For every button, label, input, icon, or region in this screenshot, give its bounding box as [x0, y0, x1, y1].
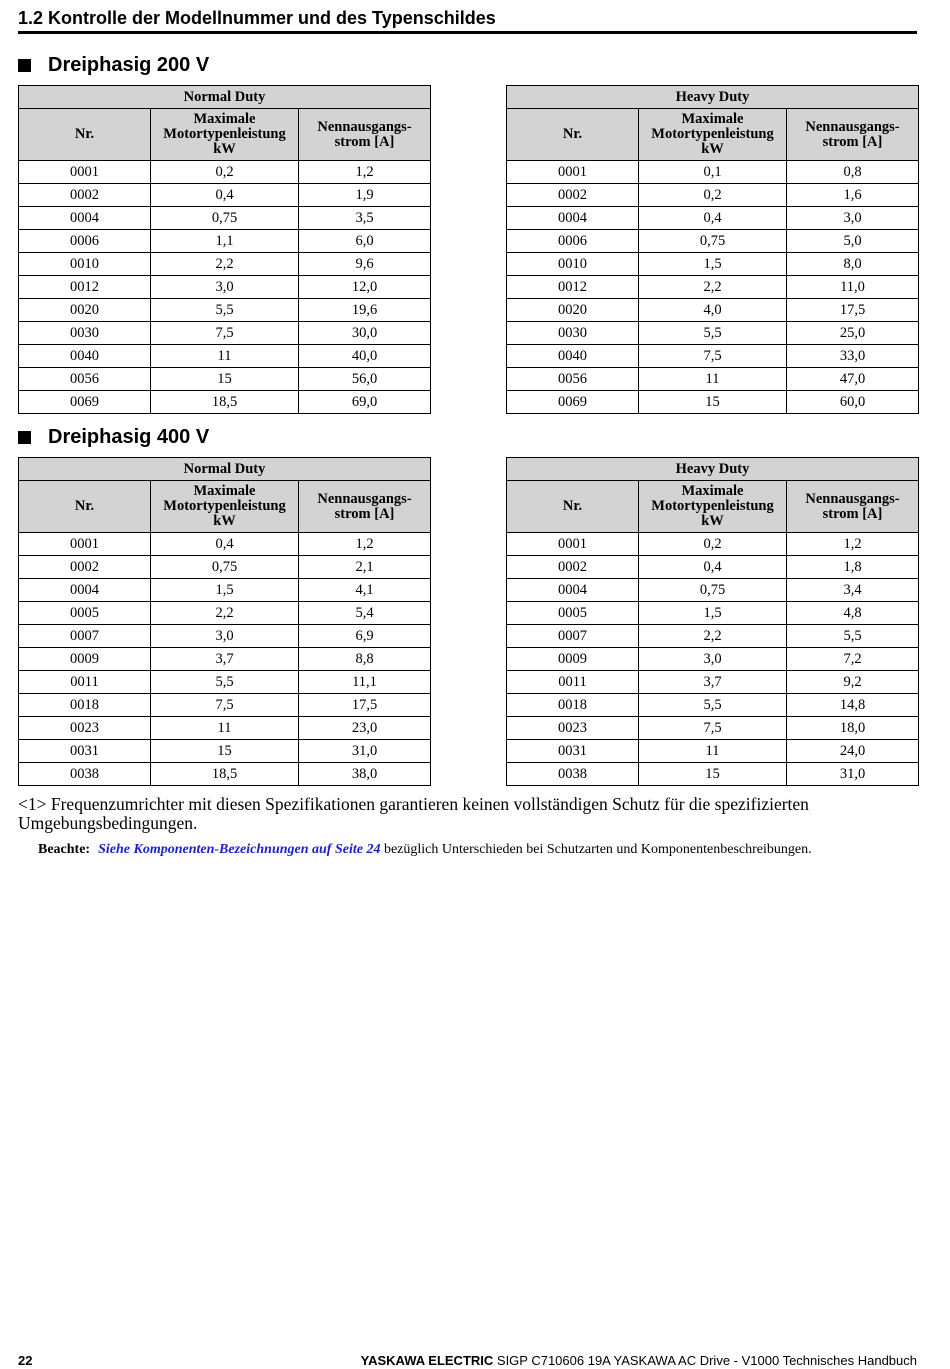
cell-model-nr: 0012 — [19, 276, 151, 299]
table-row — [507, 391, 919, 414]
cell-motor-power: 0,2 — [639, 184, 787, 207]
cell-rated-current: 31,0 — [299, 740, 431, 763]
cell-motor-power: 0,1 — [639, 161, 787, 184]
cell-rated-current: 1,2 — [787, 533, 919, 556]
table-row — [19, 299, 431, 322]
note-label: Beachte: — [38, 842, 91, 857]
cell-motor-power: 3,7 — [151, 648, 299, 671]
cell-rated-current: 24,0 — [787, 740, 919, 763]
cell-rated-current: 23,0 — [299, 717, 431, 740]
cell-rated-current: 2,1 — [299, 556, 431, 579]
footer-doc-info — [361, 1353, 917, 1369]
cell-rated-current: 11,1 — [299, 671, 431, 694]
cell-rated-current: 1,6 — [787, 184, 919, 207]
cell-rated-current: 8,8 — [299, 648, 431, 671]
cell-rated-current: 11,0 — [787, 276, 919, 299]
cell-motor-power: 0,4 — [151, 184, 299, 207]
cell-motor-power: 3,0 — [151, 625, 299, 648]
table-row — [19, 253, 431, 276]
cell-model-nr: 0010 — [507, 253, 639, 276]
cell-rated-current: 1,9 — [299, 184, 431, 207]
table-row — [507, 671, 919, 694]
cell-model-nr: 0010 — [19, 253, 151, 276]
cell-model-nr: 0018 — [507, 694, 639, 717]
table-row — [19, 671, 431, 694]
table-title: Heavy Duty — [507, 86, 919, 109]
cell-rated-current: 18,0 — [787, 717, 919, 740]
cell-motor-power: 7,5 — [151, 322, 299, 345]
table-400v-normal-duty — [18, 457, 431, 786]
subheading-200v-text: Dreiphasig 200 V — [48, 54, 210, 76]
bullet-square-icon — [18, 431, 31, 444]
cell-rated-current: 31,0 — [787, 763, 919, 786]
table-row — [19, 717, 431, 740]
cell-model-nr: 0023 — [19, 717, 151, 740]
cell-motor-power: 1,5 — [639, 253, 787, 276]
table-row — [507, 253, 919, 276]
page-footer — [18, 1353, 917, 1369]
cell-motor-power: 18,5 — [151, 763, 299, 786]
table-row — [19, 625, 431, 648]
col-header-nr: Nr. — [19, 109, 151, 161]
cell-rated-current: 6,0 — [299, 230, 431, 253]
cell-model-nr: 0001 — [507, 161, 639, 184]
col-header-power: Maximale Motortypenleistung kW — [151, 109, 299, 161]
note-text: bezüglich Unterschieden bei Schutzarten und Komponentenbeschreibungen. — [380, 842, 812, 857]
table-row — [507, 579, 919, 602]
cell-rated-current: 5,0 — [787, 230, 919, 253]
cell-model-nr: 0023 — [507, 717, 639, 740]
cell-motor-power: 11 — [151, 717, 299, 740]
cell-motor-power: 2,2 — [151, 602, 299, 625]
cell-rated-current: 38,0 — [299, 763, 431, 786]
cell-rated-current: 9,6 — [299, 253, 431, 276]
table-row — [507, 322, 919, 345]
table-row — [507, 184, 919, 207]
table-row — [19, 207, 431, 230]
cell-rated-current: 3,5 — [299, 207, 431, 230]
cell-motor-power: 0,75 — [639, 230, 787, 253]
bullet-square-icon — [18, 59, 31, 72]
table-row — [19, 602, 431, 625]
col-header-power: Maximale Motortypenleistung kW — [639, 481, 787, 533]
cell-model-nr: 0004 — [19, 579, 151, 602]
cell-model-nr: 0030 — [19, 322, 151, 345]
table-row — [19, 184, 431, 207]
cell-rated-current: 1,2 — [299, 533, 431, 556]
cell-rated-current: 14,8 — [787, 694, 919, 717]
cell-rated-current: 4,8 — [787, 602, 919, 625]
cell-model-nr: 0056 — [19, 368, 151, 391]
table-row — [19, 391, 431, 414]
table-row — [19, 740, 431, 763]
col-header-nr: Nr. — [507, 481, 639, 533]
cell-motor-power: 15 — [151, 368, 299, 391]
table-200v-heavy-duty — [506, 85, 919, 414]
cell-model-nr: 0069 — [507, 391, 639, 414]
cell-motor-power: 3,0 — [151, 276, 299, 299]
cell-rated-current: 12,0 — [299, 276, 431, 299]
footer-doc-title: SIGP C710606 19A YASKAWA AC Drive - V1000 Technisches Handbuch — [493, 1353, 917, 1368]
cell-model-nr: 0005 — [507, 602, 639, 625]
cell-model-nr: 0002 — [19, 184, 151, 207]
cell-rated-current: 8,0 — [787, 253, 919, 276]
table-200v-normal-duty — [18, 85, 431, 414]
cell-model-nr: 0001 — [19, 533, 151, 556]
cell-rated-current: 4,1 — [299, 579, 431, 602]
table-title: Heavy Duty — [507, 458, 919, 481]
table-row — [507, 230, 919, 253]
cell-model-nr: 0069 — [19, 391, 151, 414]
table-row — [507, 648, 919, 671]
cell-model-nr: 0012 — [507, 276, 639, 299]
col-header-power: Maximale Motortypenleistung kW — [151, 481, 299, 533]
cell-motor-power: 0,2 — [151, 161, 299, 184]
cell-motor-power: 3,0 — [639, 648, 787, 671]
cell-rated-current: 3,0 — [787, 207, 919, 230]
cell-model-nr: 0006 — [507, 230, 639, 253]
table-row — [19, 276, 431, 299]
cell-model-nr: 0001 — [507, 533, 639, 556]
table-title: Normal Duty — [19, 86, 431, 109]
cell-motor-power: 0,2 — [639, 533, 787, 556]
cell-rated-current: 3,4 — [787, 579, 919, 602]
table-row — [507, 694, 919, 717]
cell-motor-power: 0,75 — [151, 207, 299, 230]
table-row — [507, 717, 919, 740]
cell-rated-current: 60,0 — [787, 391, 919, 414]
table-row — [19, 322, 431, 345]
cell-rated-current: 5,5 — [787, 625, 919, 648]
cell-motor-power: 1,5 — [639, 602, 787, 625]
col-header-current: Nennausgangs- strom [A] — [787, 109, 919, 161]
cell-rated-current: 33,0 — [787, 345, 919, 368]
cell-model-nr: 0009 — [507, 648, 639, 671]
cell-model-nr: 0038 — [19, 763, 151, 786]
cell-rated-current: 9,2 — [787, 671, 919, 694]
cell-motor-power: 1,5 — [151, 579, 299, 602]
cell-motor-power: 7,5 — [639, 345, 787, 368]
table-400v-heavy-duty — [506, 457, 919, 786]
table-row — [507, 207, 919, 230]
cell-rated-current: 7,2 — [787, 648, 919, 671]
cell-model-nr: 0040 — [19, 345, 151, 368]
cell-rated-current: 6,9 — [299, 625, 431, 648]
cell-rated-current: 56,0 — [299, 368, 431, 391]
footer-brand: YASKAWA ELECTRIC — [360, 1353, 494, 1368]
cell-model-nr: 0002 — [507, 184, 639, 207]
note-link[interactable]: Siehe Komponenten-Bezeichnungen auf Seite 24 — [98, 842, 381, 857]
cell-motor-power: 18,5 — [151, 391, 299, 414]
table-row — [19, 368, 431, 391]
cell-rated-current: 1,2 — [299, 161, 431, 184]
cell-rated-current: 19,6 — [299, 299, 431, 322]
cell-motor-power: 15 — [639, 391, 787, 414]
cell-rated-current: 47,0 — [787, 368, 919, 391]
table-row — [507, 763, 919, 786]
cell-model-nr: 0031 — [507, 740, 639, 763]
cell-model-nr: 0007 — [507, 625, 639, 648]
cell-model-nr: 0011 — [507, 671, 639, 694]
col-header-nr: Nr. — [507, 109, 639, 161]
cell-model-nr: 0007 — [19, 625, 151, 648]
cell-model-nr: 0030 — [507, 322, 639, 345]
cell-motor-power: 4,0 — [639, 299, 787, 322]
table-row — [19, 648, 431, 671]
table-row — [507, 602, 919, 625]
cell-rated-current: 1,8 — [787, 556, 919, 579]
cell-motor-power: 1,1 — [151, 230, 299, 253]
cell-motor-power: 11 — [639, 740, 787, 763]
table-row — [19, 556, 431, 579]
cell-motor-power: 2,2 — [151, 253, 299, 276]
cell-motor-power: 11 — [639, 368, 787, 391]
page-number: 22 — [18, 1353, 33, 1368]
col-header-current: Nennausgangs- strom [A] — [299, 109, 431, 161]
cell-motor-power: 0,75 — [151, 556, 299, 579]
cell-motor-power: 5,5 — [151, 671, 299, 694]
cell-motor-power: 5,5 — [151, 299, 299, 322]
note — [38, 841, 918, 859]
cell-rated-current: 5,4 — [299, 602, 431, 625]
col-header-current: Nennausgangs- strom [A] — [299, 481, 431, 533]
cell-rated-current: 69,0 — [299, 391, 431, 414]
subheading-200v — [18, 53, 209, 77]
cell-model-nr: 0056 — [507, 368, 639, 391]
section-heading: 1.2 Kontrolle der Modellnummer und des Typenschildes — [18, 7, 917, 34]
cell-motor-power: 2,2 — [639, 276, 787, 299]
cell-motor-power: 7,5 — [639, 717, 787, 740]
cell-model-nr: 0009 — [19, 648, 151, 671]
cell-model-nr: 0011 — [19, 671, 151, 694]
cell-model-nr: 0031 — [19, 740, 151, 763]
footnote: <1> Frequenzumrichter mit diesen Spezifikationen garantieren keinen vollständigen Schutz für die spezifizierten Umgebungsbedingungen. — [18, 794, 809, 833]
cell-motor-power: 3,7 — [639, 671, 787, 694]
cell-rated-current: 0,8 — [787, 161, 919, 184]
cell-model-nr: 0038 — [507, 763, 639, 786]
cell-model-nr: 0001 — [19, 161, 151, 184]
cell-motor-power: 5,5 — [639, 322, 787, 345]
cell-rated-current: 25,0 — [787, 322, 919, 345]
table-row — [507, 625, 919, 648]
cell-motor-power: 11 — [151, 345, 299, 368]
table-row — [19, 161, 431, 184]
cell-motor-power: 0,4 — [151, 533, 299, 556]
table-row — [19, 533, 431, 556]
cell-motor-power: 0,75 — [639, 579, 787, 602]
cell-motor-power: 0,4 — [639, 556, 787, 579]
table-row — [507, 299, 919, 322]
cell-model-nr: 0002 — [507, 556, 639, 579]
cell-model-nr: 0020 — [19, 299, 151, 322]
cell-motor-power: 5,5 — [639, 694, 787, 717]
cell-rated-current: 40,0 — [299, 345, 431, 368]
table-row — [19, 763, 431, 786]
cell-motor-power: 0,4 — [639, 207, 787, 230]
col-header-power: Maximale Motortypenleistung kW — [639, 109, 787, 161]
table-row — [507, 740, 919, 763]
cell-model-nr: 0002 — [19, 556, 151, 579]
cell-model-nr: 0018 — [19, 694, 151, 717]
table-row — [19, 230, 431, 253]
cell-rated-current: 30,0 — [299, 322, 431, 345]
col-header-nr: Nr. — [19, 481, 151, 533]
col-header-current: Nennausgangs- strom [A] — [787, 481, 919, 533]
table-row — [19, 694, 431, 717]
cell-rated-current: 17,5 — [787, 299, 919, 322]
cell-motor-power: 15 — [151, 740, 299, 763]
cell-motor-power: 7,5 — [151, 694, 299, 717]
table-row — [507, 276, 919, 299]
cell-model-nr: 0040 — [507, 345, 639, 368]
cell-model-nr: 0006 — [19, 230, 151, 253]
table-row — [507, 345, 919, 368]
cell-motor-power: 2,2 — [639, 625, 787, 648]
cell-model-nr: 0004 — [19, 207, 151, 230]
cell-model-nr: 0004 — [507, 579, 639, 602]
cell-model-nr: 0020 — [507, 299, 639, 322]
table-row — [19, 579, 431, 602]
subheading-400v — [18, 425, 209, 449]
cell-model-nr: 0005 — [19, 602, 151, 625]
table-row — [507, 368, 919, 391]
table-row — [507, 161, 919, 184]
cell-rated-current: 17,5 — [299, 694, 431, 717]
table-row — [19, 345, 431, 368]
table-title: Normal Duty — [19, 458, 431, 481]
cell-motor-power: 15 — [639, 763, 787, 786]
cell-model-nr: 0004 — [507, 207, 639, 230]
table-row — [507, 556, 919, 579]
subheading-400v-text: Dreiphasig 400 V — [48, 426, 210, 448]
table-row — [507, 533, 919, 556]
